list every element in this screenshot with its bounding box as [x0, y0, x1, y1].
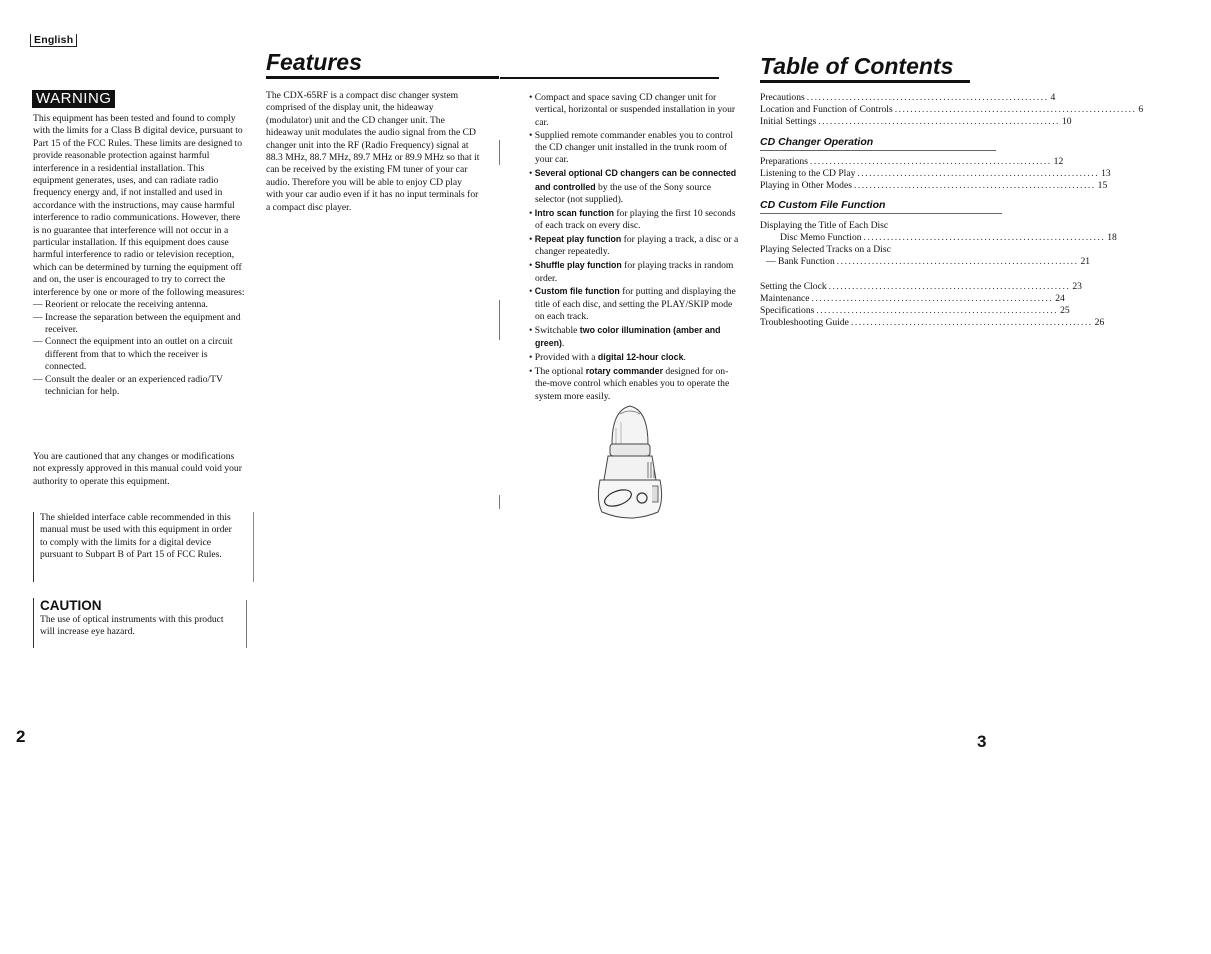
feature-item: • The optional rotary commander designed for on-the-move control which enables you to operate the system more easily. [529, 366, 730, 402]
feature-item: • Several optional CD changers can be connected and controlled by the use of the Sony source selector (not supplied). [529, 168, 737, 206]
shielded-cable-notice [33, 512, 240, 582]
feature-item: • Switchable two color illumination (amber and green). [529, 325, 721, 350]
features-title: Features [266, 49, 362, 75]
toc-section-heading: CD Custom File Function [760, 199, 886, 211]
page-number-left: 2 [16, 727, 26, 746]
toc-title-rule [760, 80, 970, 83]
features-title-rule [266, 76, 499, 79]
features-intro: The CDX-65RF is a compact disc changer system comprised of the display unit, the hideaway (modulator) unit and the CD changer unit. The hideaway unit modulates the audio signal from the CD changer unit into the RF (Radio Frequency) signal at 88.3 MHz, 88.7 MHz, 89.7 MHz or 89.9 MHz so that it can be received by the existing FM tuner of your car audio. Therefore you will be able to enjoy CD play with your car audio even if it has no input terminals for a compact disc player. [266, 90, 480, 213]
warning-section [33, 113, 245, 398]
toc-entry[interactable]: Location and Function of Controls .............................................................. 6 [760, 104, 1144, 115]
caution-heading: CAUTION [40, 598, 102, 613]
toc-entry[interactable]: — Bank Function .............................................................. 21 [766, 256, 1091, 267]
toc-section-heading: CD Changer Operation [760, 136, 874, 148]
toc-entry[interactable]: Initial Settings .............................................................. 10 [760, 116, 1072, 127]
rotary-commander-illustration [590, 400, 670, 525]
modification-caution-paragraph: You are cautioned that any changes or modifications not expressly approved in this manual could void your authority to operate this equipment. [33, 451, 242, 487]
toc-entry-text: Displaying the Title of Each Disc [760, 220, 889, 231]
feature-item: • Custom file function for putting and displaying the title of each disc, and setting the PLAY/SKIP mode on each track. [529, 286, 736, 323]
toc-section-rule [760, 150, 996, 151]
feature-item: • Supplied remote commander enables you to control the CD changer unit installed in the trunk room of your car. [529, 129, 733, 166]
caution-notice [33, 598, 240, 648]
column-divider [499, 300, 500, 340]
toc-section-rule [760, 213, 1002, 214]
notice-divider [253, 512, 254, 582]
toc-entry[interactable]: Setting the Clock .............................................................. 23 [760, 281, 1082, 292]
measure-item: — Consult the dealer or an experienced radio/TV technician for help. [33, 373, 223, 397]
features-title-rule [500, 77, 719, 79]
measures-list [33, 299, 245, 398]
column-divider [499, 495, 500, 509]
feature-item: • Shuffle play function for playing tracks in random order. [529, 260, 734, 284]
measure-item: — Increase the separation between the equipment and receiver. [33, 311, 241, 335]
page-number-right: 3 [977, 732, 987, 751]
toc-entry[interactable]: Listening to the CD Play .............................................................. 13 [760, 168, 1111, 179]
measure-item: — Connect the equipment into an outlet on a circuit different from that to which the receiver is connected. [33, 336, 233, 373]
toc-entry[interactable]: Precautions .............................................................. 4 [760, 92, 1056, 103]
toc-entry[interactable]: Disc Memo Function .............................................................. 18 [780, 232, 1117, 243]
toc-entry[interactable]: Preparations .............................................................. 12 [760, 156, 1064, 167]
column-divider [499, 140, 500, 165]
measure-item: — Reorient or relocate the receiving antenna. [33, 299, 209, 311]
toc-entry[interactable]: Troubleshooting Guide .............................................................. 26 [760, 317, 1105, 328]
feature-item: • Intro scan function for playing the first 10 seconds of each track on every disc. [529, 207, 736, 232]
toc-entry-text: Playing Selected Tracks on a Disc [760, 244, 891, 255]
features-list-column [527, 92, 739, 404]
feature-item: • Compact and space saving CD changer unit for vertical, horizontal or suspended installation in your car. [529, 92, 736, 128]
notice-divider [246, 600, 247, 648]
feature-item: • Repeat play function for playing a track, a disc or a changer repeatedly. [529, 234, 739, 258]
warning-label: WARNING [32, 90, 115, 108]
feature-item: • Provided with a digital 12-hour clock. [529, 352, 686, 364]
caution-notice-text: The use of optical instruments with this product will increase eye hazard. [40, 614, 224, 638]
toc-entry[interactable]: Playing in Other Modes .............................................................. 15 [760, 180, 1108, 191]
warning-paragraph: This equipment has been tested and found to comply with the limits for a Class B digital device, pursuant to Part 15 of the FCC Rules. These limits are designed to provide reasonable protection against harmful interference in a residential installation. This equipment generates, uses, and can radiate radio frequency energy and, if not installed and used in accordance with the instructions, may cause harmful interference to radio communications. However, there is no guarantee that interference will not occur in a particular installation. If this equipment does cause harmful interference to radio or television reception, which can be determined by turning the equipment off and on, the user is encouraged to try to correct the interference by one or more of the following measures: [33, 113, 245, 298]
shielded-cable-notice-text: The shielded interface cable recommended in this manual must be used with this equipment in order to comply with the limits for a digital device pursuant to Subpart B of Part 15 of FCC Rules. [40, 512, 232, 561]
language-tag: English [30, 34, 77, 47]
toc-entry[interactable]: Specifications .............................................................. 25 [760, 305, 1070, 316]
toc-title: Table of Contents [760, 53, 954, 79]
toc-entry[interactable]: Maintenance .............................................................. 24 [760, 293, 1065, 304]
features-list [527, 92, 739, 403]
